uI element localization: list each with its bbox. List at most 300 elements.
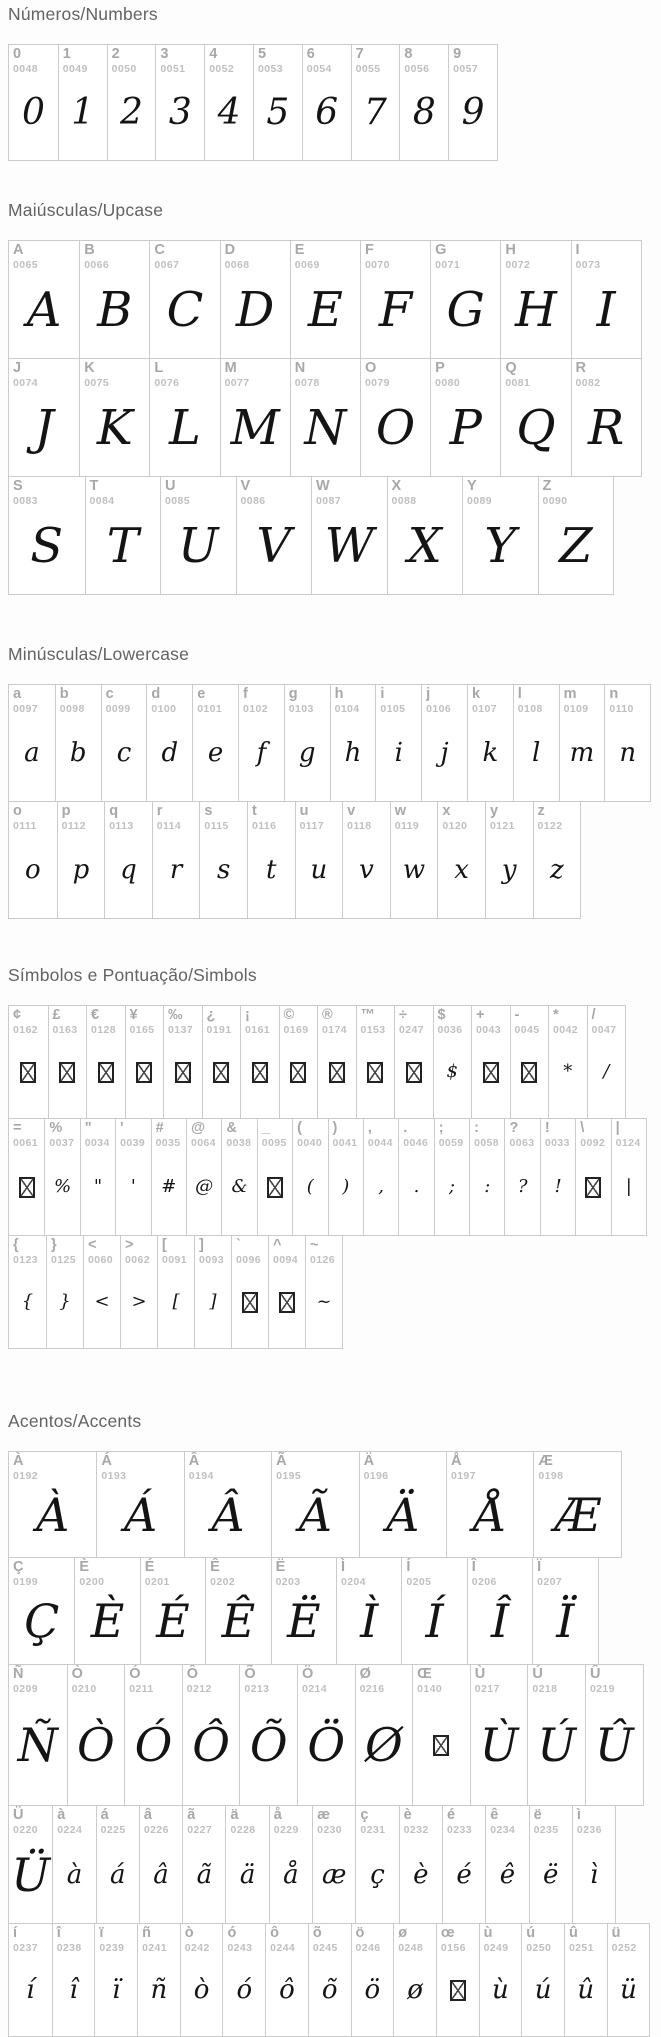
cell-head xyxy=(356,1806,398,1836)
char-glyph: ø xyxy=(407,1975,423,2006)
char-glyph: * xyxy=(563,1061,573,1083)
char-glyph: Ø xyxy=(365,1718,403,1773)
glyph-area xyxy=(150,389,219,476)
glyph-area xyxy=(152,1149,186,1235)
char-code: 0124 xyxy=(615,1137,641,1150)
char-cell-0081 xyxy=(500,359,570,476)
char-glyph: ? xyxy=(517,1176,528,1198)
char-code: 0250 xyxy=(526,1942,552,1955)
char-label: / xyxy=(591,1007,596,1023)
char-glyph: ä xyxy=(239,1859,256,1890)
char-label: ! xyxy=(544,1120,550,1136)
cell-head xyxy=(254,45,302,75)
char-glyph: r xyxy=(169,855,183,886)
cell-head xyxy=(361,241,430,271)
cell-head xyxy=(413,1665,470,1695)
char-label: x xyxy=(442,803,451,819)
char-cell-0230 xyxy=(312,1806,355,1923)
char-glyph: % xyxy=(54,1176,72,1198)
glyph-area xyxy=(80,271,149,358)
glyph-area xyxy=(206,1588,270,1664)
char-cell-0125 xyxy=(46,1236,83,1348)
char-code: 0242 xyxy=(184,1942,210,1955)
char-label: M xyxy=(224,360,237,376)
char-code: 0047 xyxy=(591,1024,617,1037)
char-label: é xyxy=(446,1807,456,1823)
char-code: 0108 xyxy=(517,703,543,716)
char-cell-0034 xyxy=(80,1119,115,1235)
char-glyph: & xyxy=(231,1176,248,1198)
char-cell-0241 xyxy=(137,1924,180,2036)
char-label: É xyxy=(144,1559,155,1575)
char-label: - xyxy=(514,1007,520,1023)
char-label: ] xyxy=(199,1237,204,1253)
char-glyph: 8 xyxy=(412,91,436,133)
char-code: 0089 xyxy=(467,495,492,508)
char-cell-0228 xyxy=(225,1806,268,1923)
char-cell-0165 xyxy=(125,1006,164,1118)
glyph-area xyxy=(352,75,400,160)
char-glyph: 9 xyxy=(461,91,485,133)
glyph-area xyxy=(313,1836,355,1923)
char-code: 0121 xyxy=(489,820,515,833)
char-cell-0194 xyxy=(184,1452,271,1557)
char-label: j xyxy=(426,686,431,702)
char-label: Ó xyxy=(129,1666,141,1682)
cell-head xyxy=(9,1806,52,1836)
char-label: © xyxy=(283,1007,295,1023)
cell-head xyxy=(463,477,538,507)
char-code: 0050 xyxy=(111,63,137,76)
char-label: I xyxy=(575,242,580,258)
char-cell-0052 xyxy=(204,45,253,160)
char-code: 0062 xyxy=(125,1254,150,1267)
char-label: L xyxy=(154,360,164,376)
cell-head xyxy=(534,802,581,832)
glyph-area xyxy=(181,1954,223,2036)
char-code: 0045 xyxy=(514,1024,540,1037)
glyph-area xyxy=(331,715,376,801)
char-cell-0057 xyxy=(448,45,497,160)
char-cell-0124 xyxy=(611,1119,646,1235)
char-label: £ xyxy=(52,1007,61,1023)
glyph-area xyxy=(226,1836,268,1923)
glyph-area xyxy=(80,389,149,476)
cell-head xyxy=(572,359,641,389)
char-code: 0161 xyxy=(245,1024,270,1037)
char-code: 0169 xyxy=(283,1024,309,1037)
char-label: Û xyxy=(589,1666,601,1682)
char-cell-0105 xyxy=(375,685,421,801)
cell-head xyxy=(480,1924,522,1954)
char-glyph: 3 xyxy=(168,91,192,133)
char-label: Á xyxy=(101,1453,112,1469)
cell-head xyxy=(75,1558,139,1588)
char-label: ö xyxy=(355,1925,365,1941)
glyph-area xyxy=(352,1954,394,2036)
char-cell-0048 xyxy=(9,45,58,160)
char-code: 0212 xyxy=(186,1683,212,1696)
char-glyph: Û xyxy=(594,1718,634,1773)
char-code: 0049 xyxy=(62,63,88,76)
char-label: Ê xyxy=(210,1559,220,1575)
glyph-area xyxy=(533,1588,597,1664)
section-upcase xyxy=(8,200,661,595)
cell-head xyxy=(164,1006,202,1036)
cell-head xyxy=(187,1119,221,1149)
char-cell-0235 xyxy=(529,1806,572,1923)
missing-glyph-icon xyxy=(585,1177,601,1198)
char-label: g xyxy=(288,686,298,702)
char-code: 0103 xyxy=(288,703,314,716)
glyph-area xyxy=(534,1482,620,1557)
char-glyph: È xyxy=(90,1594,125,1649)
glyph-area xyxy=(303,75,351,160)
char-code: 0115 xyxy=(204,820,229,833)
char-glyph: . xyxy=(413,1176,420,1198)
char-cell-0232 xyxy=(399,1806,442,1923)
char-code: 0220 xyxy=(13,1824,38,1837)
char-glyph: C xyxy=(166,281,204,338)
cell-head xyxy=(183,1665,240,1695)
glyph-area xyxy=(560,715,605,801)
char-glyph: # xyxy=(161,1176,177,1198)
char-cell-0153 xyxy=(356,1006,395,1118)
char-cell-0117 xyxy=(295,802,343,918)
glyph-area xyxy=(205,75,253,160)
char-code: 0238 xyxy=(56,1942,82,1955)
char-glyph: Î xyxy=(490,1594,510,1649)
glyph-area xyxy=(158,1266,194,1348)
glyph-area xyxy=(56,715,101,801)
cell-head xyxy=(312,477,387,507)
char-cell-0204 xyxy=(336,1558,401,1664)
char-label: b xyxy=(59,686,69,702)
char-cell-0068 xyxy=(220,241,290,358)
char-label: P xyxy=(435,360,445,376)
char-code: 0217 xyxy=(474,1683,500,1696)
char-cell-0050 xyxy=(107,45,156,160)
glyph-area xyxy=(240,1695,297,1805)
glyph-area xyxy=(608,1954,650,2036)
char-label: k xyxy=(471,686,481,702)
char-code: 0086 xyxy=(240,495,266,508)
glyph-area xyxy=(221,271,290,358)
char-cell-0191 xyxy=(202,1006,241,1118)
cell-head xyxy=(437,1924,479,1954)
char-code: 0114 xyxy=(156,820,182,833)
char-cell-0063 xyxy=(504,1119,539,1235)
char-cell-0044 xyxy=(363,1119,398,1235)
char-glyph: , xyxy=(378,1176,384,1198)
char-row xyxy=(8,684,651,802)
cell-head xyxy=(203,1006,241,1036)
char-cell-0247 xyxy=(394,1006,433,1118)
char-label: å xyxy=(273,1807,282,1823)
glyph-area xyxy=(53,1836,95,1923)
cell-head xyxy=(241,1006,279,1036)
char-cell-0061 xyxy=(9,1119,44,1235)
char-cell-0071 xyxy=(430,241,500,358)
char-label: ? xyxy=(509,1120,519,1136)
char-code: 0087 xyxy=(316,495,341,508)
char-label: > xyxy=(125,1237,134,1253)
char-label: ÷ xyxy=(399,1007,407,1023)
char-glyph: / xyxy=(603,1061,610,1083)
lowercase-rows xyxy=(8,684,661,919)
cell-head xyxy=(514,685,559,715)
char-glyph: n xyxy=(619,738,637,769)
char-glyph: " xyxy=(93,1176,103,1198)
cell-head xyxy=(206,1558,270,1588)
char-label: ô xyxy=(270,1925,279,1941)
char-code: 0095 xyxy=(261,1137,287,1150)
missing-glyph-icon xyxy=(213,1062,229,1083)
cell-head xyxy=(443,1806,485,1836)
glyph-area xyxy=(435,1149,469,1235)
glyph-area xyxy=(183,1695,240,1805)
char-glyph: é xyxy=(456,1859,472,1890)
glyph-area xyxy=(285,715,330,801)
missing-glyph-icon xyxy=(279,1292,295,1313)
glyph-area xyxy=(121,1266,157,1348)
char-code: 0244 xyxy=(270,1942,296,1955)
char-label: ó xyxy=(227,1925,237,1941)
char-label: Q xyxy=(505,360,517,376)
char-code: 0085 xyxy=(165,495,190,508)
char-code: 0227 xyxy=(187,1824,213,1837)
char-glyph: O xyxy=(375,399,416,456)
char-glyph: w xyxy=(402,855,426,886)
char-cell-0045 xyxy=(510,1006,549,1118)
char-label: F xyxy=(364,242,374,258)
cell-head xyxy=(84,1236,120,1266)
section-numbers xyxy=(8,4,661,161)
char-code: 0046 xyxy=(403,1137,429,1150)
char-glyph: } xyxy=(59,1291,71,1313)
cell-head xyxy=(150,241,219,271)
cell-head xyxy=(400,1806,442,1836)
glyph-area xyxy=(156,75,204,160)
char-cell-0109 xyxy=(559,685,605,801)
char-cell-0220 xyxy=(9,1806,52,1923)
missing-glyph-icon xyxy=(98,1062,114,1083)
char-glyph: @ xyxy=(195,1176,214,1198)
glyph-area xyxy=(470,1149,504,1235)
section-accents xyxy=(8,1411,661,2037)
char-cell-0140 xyxy=(412,1665,470,1805)
char-label: 1 xyxy=(62,46,71,62)
char-code: 0069 xyxy=(294,259,320,272)
char-glyph: ] xyxy=(209,1291,217,1313)
char-glyph: É xyxy=(156,1594,190,1649)
glyph-area xyxy=(463,507,538,594)
char-cell-0110 xyxy=(604,685,650,801)
glyph-area xyxy=(9,507,85,594)
char-cell-0108 xyxy=(513,685,559,801)
char-cell-0233 xyxy=(442,1806,485,1923)
char-cell-0244 xyxy=(265,1924,308,2036)
cell-head xyxy=(183,1806,225,1836)
char-glyph: x xyxy=(454,855,469,886)
cell-head xyxy=(573,1806,615,1836)
char-cell-0086 xyxy=(236,477,312,594)
char-cell-0062 xyxy=(120,1236,157,1348)
cell-head xyxy=(293,1119,327,1149)
glyph-area xyxy=(528,1695,585,1805)
char-glyph: õ xyxy=(321,1975,338,2006)
char-label: s xyxy=(204,803,213,819)
char-label: J xyxy=(13,360,22,376)
char-glyph: y xyxy=(501,855,517,886)
char-code: 0229 xyxy=(273,1824,299,1837)
glyph-area xyxy=(413,1695,470,1805)
char-code: 0051 xyxy=(160,63,186,76)
cell-head xyxy=(586,1665,643,1695)
char-code: 0106 xyxy=(426,703,452,716)
char-label: Ú xyxy=(532,1666,543,1682)
char-code: 0090 xyxy=(542,495,568,508)
char-label: Ö xyxy=(301,1666,314,1682)
char-cell-0053 xyxy=(253,45,302,160)
missing-glyph-icon xyxy=(483,1062,499,1083)
char-cell-0122 xyxy=(533,802,581,918)
char-cell-0099 xyxy=(101,685,147,801)
glyph-area xyxy=(9,715,55,801)
cell-head xyxy=(472,1006,510,1036)
char-label: a xyxy=(13,686,22,702)
cell-head xyxy=(53,1806,95,1836)
glyph-area xyxy=(356,1836,398,1923)
char-cell-0113 xyxy=(104,802,152,918)
char-code: 0249 xyxy=(483,1942,509,1955)
char-label: \ xyxy=(580,1120,585,1136)
cell-head xyxy=(193,685,238,715)
char-glyph: Ú xyxy=(537,1718,577,1773)
char-glyph: o xyxy=(24,855,41,886)
char-label: î xyxy=(56,1925,61,1941)
char-code: 0068 xyxy=(224,259,250,272)
char-label: ¥ xyxy=(129,1007,138,1023)
char-code: 0162 xyxy=(13,1024,38,1037)
char-label: ò xyxy=(184,1925,194,1941)
cell-head xyxy=(402,1558,466,1588)
glyph-area xyxy=(296,832,343,918)
cell-head xyxy=(9,1006,48,1036)
char-cell-0079 xyxy=(360,359,430,476)
char-glyph: B xyxy=(97,281,133,338)
char-glyph: { xyxy=(21,1291,34,1313)
char-glyph: Â xyxy=(211,1487,245,1542)
char-code: 0153 xyxy=(360,1024,386,1037)
char-label: h xyxy=(334,686,344,702)
cell-head xyxy=(329,1119,363,1149)
char-code: 0067 xyxy=(154,259,180,272)
char-cell-0246 xyxy=(351,1924,394,2036)
char-glyph: è xyxy=(413,1859,429,1890)
glyph-area xyxy=(530,1836,572,1923)
cell-head xyxy=(9,1119,44,1149)
cell-head xyxy=(612,1119,646,1149)
glyph-area xyxy=(108,75,156,160)
char-code: 0040 xyxy=(297,1137,323,1150)
char-code: 0165 xyxy=(129,1024,155,1037)
char-code: 0061 xyxy=(13,1137,38,1150)
char-code: 0055 xyxy=(355,63,381,76)
char-cell-0054 xyxy=(302,45,351,160)
char-code: 0088 xyxy=(391,495,417,508)
char-cell-0242 xyxy=(180,1924,223,2036)
char-code: 0243 xyxy=(227,1942,253,1955)
char-cell-0206 xyxy=(467,1558,532,1664)
char-code: 0230 xyxy=(317,1824,343,1837)
glyph-area xyxy=(183,1836,225,1923)
cell-head xyxy=(303,45,351,75)
glyph-area xyxy=(232,1266,268,1348)
char-cell-0219 xyxy=(585,1665,643,1805)
char-glyph: í xyxy=(26,1975,35,2006)
char-label: õ xyxy=(312,1925,322,1941)
char-glyph: K xyxy=(96,399,133,456)
char-label: 2 xyxy=(111,46,120,62)
char-code: 0070 xyxy=(364,259,390,272)
char-cell-0249 xyxy=(479,1924,522,2036)
glyph-area xyxy=(376,715,421,801)
char-glyph: F xyxy=(378,281,413,338)
char-code: 0226 xyxy=(143,1824,169,1837)
glyph-area xyxy=(239,715,284,801)
char-label: ü xyxy=(611,1925,621,1941)
glyph-area xyxy=(438,832,485,918)
char-code: 0048 xyxy=(13,63,38,76)
char-label: p xyxy=(61,803,71,819)
missing-glyph-icon xyxy=(433,1735,449,1756)
cell-head xyxy=(565,1924,607,1954)
char-label: Z xyxy=(542,478,552,494)
char-code: 0219 xyxy=(589,1683,615,1696)
char-code: 0079 xyxy=(364,377,390,390)
char-label: ' xyxy=(120,1120,124,1136)
cell-head xyxy=(431,241,500,271)
char-glyph: ( xyxy=(306,1176,314,1198)
char-glyph: å xyxy=(283,1859,299,1890)
cell-head xyxy=(108,45,156,75)
glyph-area xyxy=(605,715,650,801)
char-label: w xyxy=(394,803,407,819)
char-label: Ô xyxy=(186,1666,199,1682)
char-label: K xyxy=(84,360,95,376)
char-label: ‰ xyxy=(168,1007,183,1023)
char-glyph: Ã xyxy=(298,1487,332,1542)
char-label: C xyxy=(154,242,165,258)
glyph-area xyxy=(241,1036,279,1118)
char-label: ^ xyxy=(273,1237,282,1253)
missing-glyph-icon xyxy=(329,1062,345,1083)
char-row xyxy=(8,44,498,161)
cell-head xyxy=(269,1236,305,1266)
char-cell-0156 xyxy=(436,1924,479,2036)
glyph-area xyxy=(97,1836,139,1923)
cell-head xyxy=(185,1452,271,1482)
char-cell-0089 xyxy=(462,477,538,594)
char-glyph: Ï xyxy=(556,1594,575,1649)
glyph-area xyxy=(95,1954,137,2036)
char-cell-0196 xyxy=(359,1452,446,1557)
missing-glyph-icon xyxy=(59,1062,75,1083)
glyph-area xyxy=(53,1954,95,2036)
char-label: Î xyxy=(471,1559,476,1575)
char-label: Ü xyxy=(13,1807,24,1823)
